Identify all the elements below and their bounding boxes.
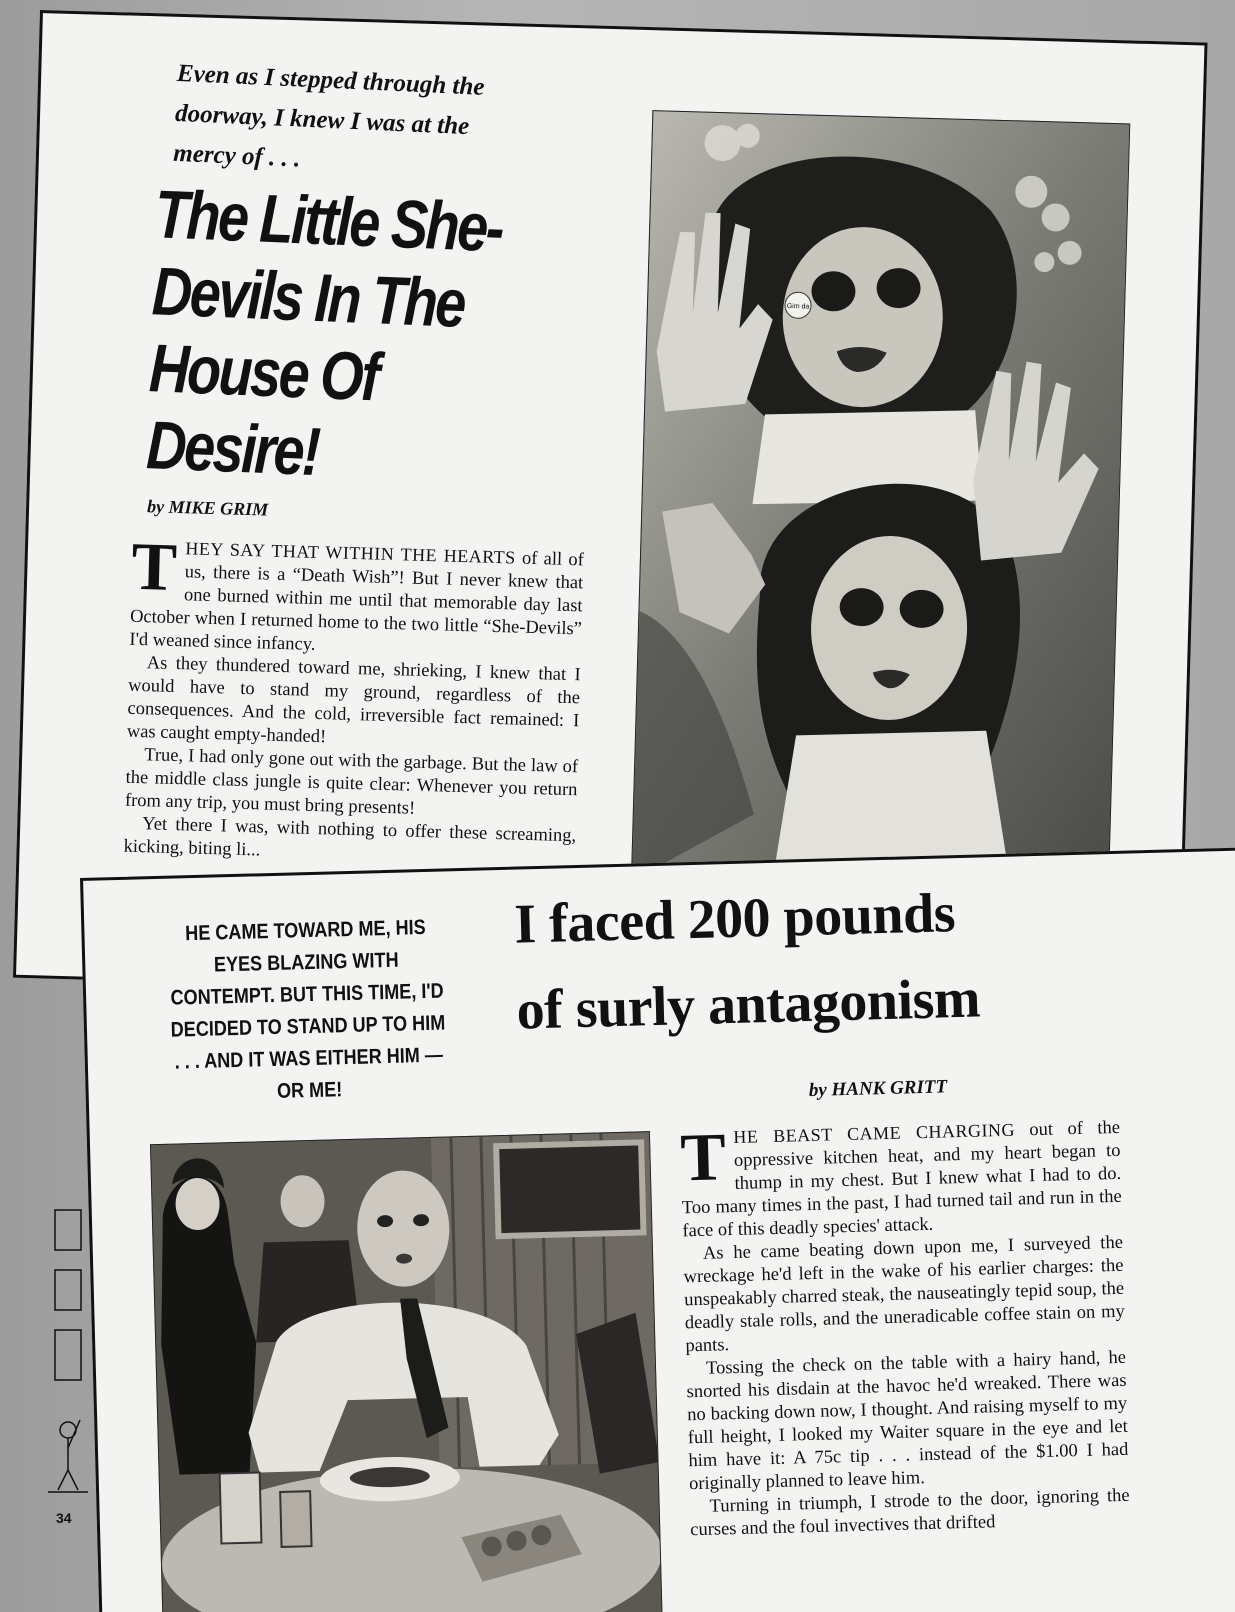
paragraph-text: of all of us, there is a “Death Wish”! But I never knew that one burned within me until that memorable day last October when I returned home to the two little “She-Devils” I'd weaned since infancy. (129, 548, 585, 655)
paragraph-text: out of the oppressive kitchen heat, and my heart began to thump in my chest. But I knew what I had to do. Too many times in the past, I had turned tail and run in the face of this deadly species' attack. (681, 1117, 1122, 1242)
story-body (680, 1116, 1131, 1542)
story-byline: by MIKE GRIM (146, 496, 269, 520)
title-line: I faced 200 pounds (513, 882, 956, 956)
margin-doodle (30, 1180, 90, 1500)
story-paragraph: As he came beating down upon me, I surveyed the wreckage he'd left in the wake of his earlier charges: the unspeakably charred steak, the nauseatingly tepid soup, the deadly stale rolls, and the uneradicable coffee stain on my pants. (683, 1232, 1125, 1357)
story-paragraph: Tossing the check on the table with a hairy hand, he snorted his disdain at the havoc he'd wreaked. There was no backing down now, I thought. And raising myself to my full height, I looked my Waiter square in the eye and let him have it: A 75c tip . . . instead of the $1.00 I had originally planned to leave him. (686, 1347, 1129, 1495)
story-paragraph (680, 1116, 1123, 1243)
drop-cap: T (130, 527, 178, 606)
story-title (513, 866, 1117, 1054)
page-number: 34 (56, 1510, 72, 1526)
margin-cartoon-icon (30, 1180, 90, 1500)
illustration-diner-man-art (151, 1132, 663, 1612)
illustration-two-girls (631, 110, 1130, 893)
title-line: of surly antagonism (515, 967, 981, 1042)
lead-in: HE BEAST CAME CHARGING (733, 1119, 1016, 1147)
story-paragraph: As they thundered toward me, shrieking, I knew that I would have to stand my ground, regardless of the consequences. And the cold, irreversible fact remained: I was caught empty-handed! (126, 653, 581, 748)
story-title: The Little She-Devils In The House Of Desire! (145, 176, 504, 491)
story-paragraph (129, 527, 585, 665)
story-sheet-surly-antagonism (80, 847, 1235, 1612)
story-byline: by HANK GRITT (808, 1076, 948, 1101)
story-teaser: HE CAME TOWARD ME, HIS EYES BLAZING WITH CONTEMPT. BUT THIS TIME, I'D DECIDED TO STAND UP TO HIM . . . AND IT WAS EITHER HIM — OR ME! (170, 915, 446, 1103)
lead-in: HEY SAY THAT WITHIN THE HEARTS (185, 538, 516, 568)
button-text: Gim da (786, 302, 810, 311)
illustration-two-girls-art (632, 111, 1130, 893)
story-paragraph: True, I had only gone out with the garbage. But the law of the middle class jungle is quite clear: Whenever you return from any trip, you must bring presents! (124, 745, 579, 819)
story-intro: Even as I stepped through the doorway, I knew I was at the mercy of . . . (172, 59, 485, 173)
story-paragraph: Yet there I was, with nothing to offer these screaming, kicking, biting li... (123, 814, 577, 861)
story-body (123, 527, 585, 871)
drop-cap: T (679, 1118, 727, 1196)
illustration-diner-man (150, 1131, 663, 1612)
story-paragraph: Turning in triumph, I strode to the door, ignoring the curses and the foul invectives that drifted (690, 1485, 1130, 1541)
